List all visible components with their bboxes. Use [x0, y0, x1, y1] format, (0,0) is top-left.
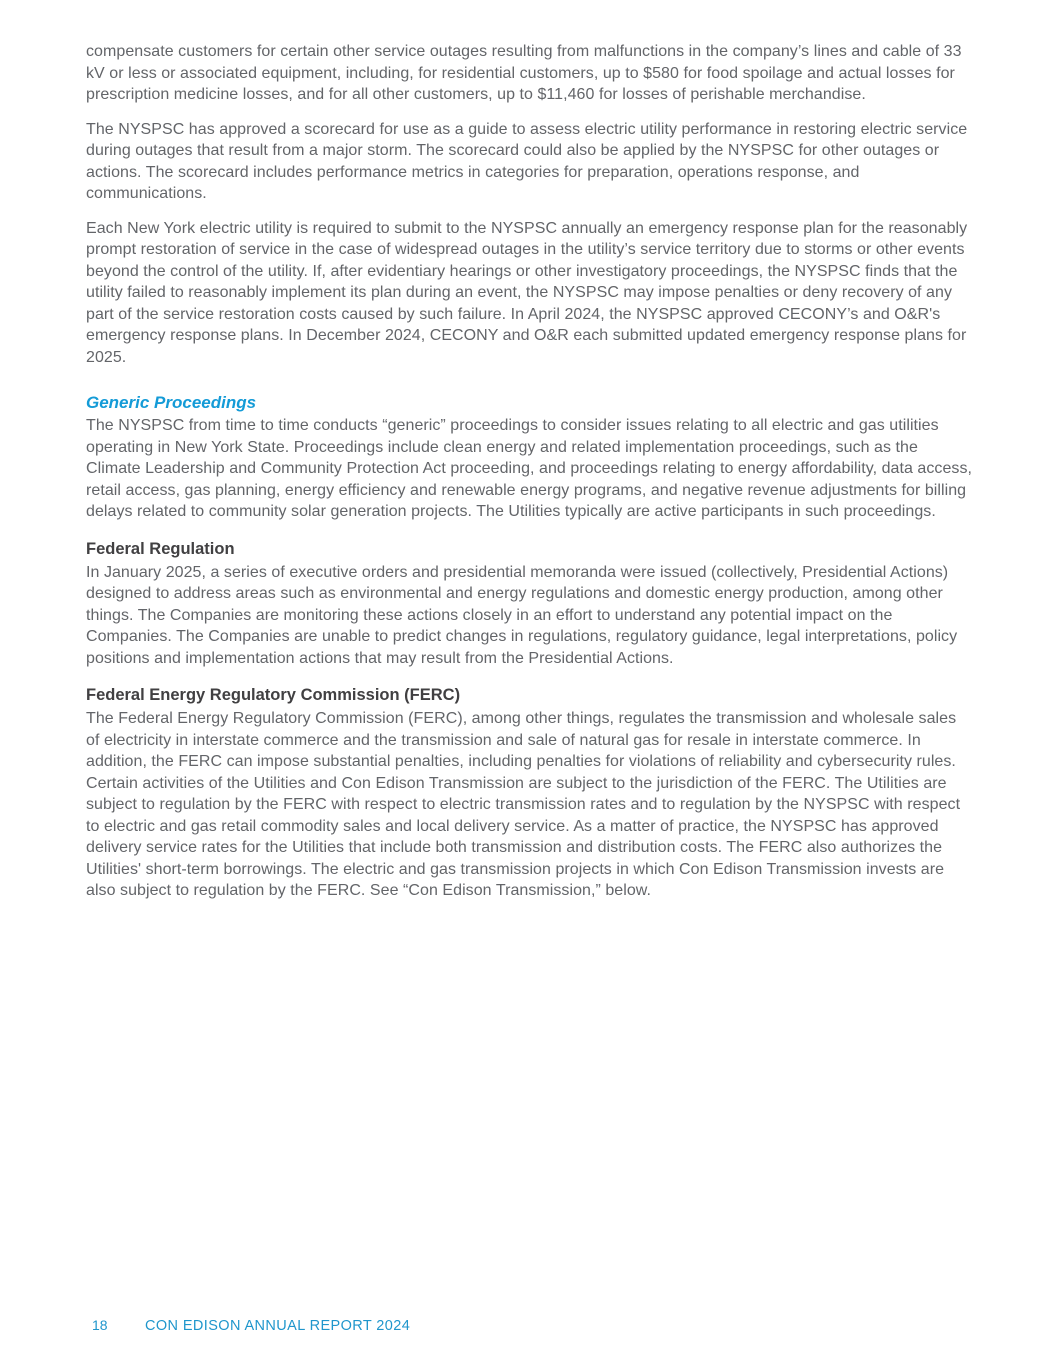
page-content [86, 41, 972, 915]
heading-federal-regulation: Federal Regulation [86, 539, 235, 558]
paragraph-ferc: The Federal Energy Regulatory Commission (FERC), among other things, regulates the transmission and wholesale sales of electricity in interstate commerce and the transmission and sale of natural gas for resale in interstate commerce. In addition, the FERC can impose substantial penalties, including penalties for violations of reliability and cybersecurity rules. Certain activities of the Utilities and Con Edison Transmission are subject to the jurisdiction of the FERC. The Utilities are subject to regulation by the FERC with respect to electric transmission rates and to regulation by the NYSPSC with respect to electric and gas retail commodity sales and local delivery service. As a matter of practice, the NYSPSC has approved delivery service rates for the Utilities that include both transmission and distribution costs. The FERC also authorizes the Utilities' short-term borrowings. The electric and gas transmission projects in which Con Edison Transmission invests are also subject to regulation by the FERC. See “Con Edison Transmission,” below. [86, 710, 961, 899]
paragraph-outage-compensation: compensate customers for certain other service outages resulting from malfunctions in the company’s lines and cable of 33 kV or less or associated equipment, including, for residential customers, up to $580 for food spoilage and actual losses for prescription medicine losses, and for all other customers, up to $11,460 for losses of perishable merchandise. [86, 43, 962, 103]
page-footer [92, 1317, 410, 1334]
paragraph-generic-proceedings: The NYSPSC from time to time conducts “generic” proceedings to consider issues relating to all electric and gas utilities operating in New York State. Proceedings include clean energy and related implementation proceedings, such as the Climate Leadership and Community Protection Act proceeding, and proceedings relating to energy affordability, data access, retail access, gas planning, energy efficiency and renewable energy programs, and negative revenue adjustments for billing delays related to community solar generation projects. The Utilities typically are active participants in such proceedings. [86, 417, 973, 520]
footer-report-title: CON EDISON ANNUAL REPORT 2024 [145, 1318, 411, 1334]
paragraph-storm-scorecard: The NYSPSC has approved a scorecard for use as a guide to assess electric utility performance in restoring electric service during outages that result from a major storm. The scorecard could also be applied by the NYSPSC for other outages or actions. The scorecard includes performance metrics in categories for preparation, operations response, and communications. [86, 120, 968, 202]
paragraph-federal-regulation: In January 2025, a series of executive orders and presidential memoranda were issued (collectively, Presidential Actions) designed to address areas such as environmental and energy regulations and domestic energy production, among other things. The Companies are monitoring these actions closely in an effort to understand any potential impact on the Companies. The Companies are unable to predict changes in regulations, regulatory guidance, legal interpretations, policy positions and implementation actions that may result from the Presidential Actions. [86, 563, 958, 667]
heading-generic-proceedings: Generic Proceedings [86, 393, 257, 412]
heading-ferc: Federal Energy Regulatory Commission (FERC) [86, 686, 461, 704]
paragraph-emergency-response-plan: Each New York electric utility is required to submit to the NYSPSC annually an emergency response plan for the reasonably prompt restoration of service in the case of widespread outages in the utility’s service territory due to storms or other events beyond the control of the utility. If, after evidentiary hearings or other investigatory proceedings, the NYSPSC finds that the utility failed to reasonably implement its plan during an event, the NYSPSC may impose penalties or deny recovery of any part of the service restoration costs caused by such failure. In April 2024, the NYSPSC approved CECONY’s and O&R's emergency response plans. In December 2024, CECONY and O&R each submitted updated emergency response plans for 2025. [86, 219, 968, 366]
page-number: 18 [92, 1317, 108, 1333]
